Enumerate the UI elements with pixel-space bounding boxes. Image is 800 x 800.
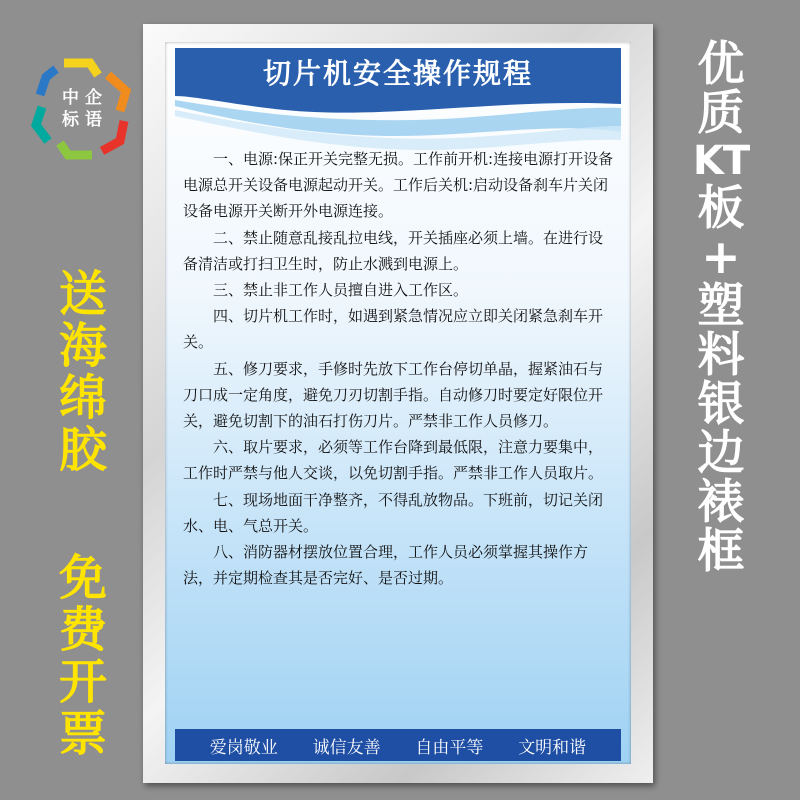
footer-slogan: 文明和谐 (518, 737, 587, 758)
left-slogan-sponge (48, 268, 118, 476)
slogan-char: 裱 (697, 475, 745, 530)
rule-paragraph: 三、禁止非工作人员擅自进入工作区。 (213, 281, 469, 300)
footer-slogan: 自由平等 (415, 737, 484, 758)
poster-board (165, 42, 631, 764)
slogan-char: + (701, 230, 741, 285)
slogan-char: 免 (58, 550, 107, 606)
slogan-char: 板 (697, 181, 745, 236)
rule-paragraph: 八、消防器材摆放位置合理，工作人员必须掌握其操作方法，并定期检查其是否完好、是否过期。 (183, 543, 589, 588)
slogan-char: KT (692, 138, 750, 184)
rule-paragraph: 七、现场地面干净整齐，不得乱放物品。下班前，切记关闭水、电、气总开关。 (183, 490, 604, 535)
poster-frame (143, 24, 653, 783)
footer-slogan: 爱岗敬业 (209, 737, 278, 758)
left-slogan-invoice (48, 552, 118, 760)
poster-title: 切片机安全操作规程 (262, 57, 533, 90)
footer-slogan: 诚信友善 (312, 737, 381, 758)
slogan-char: 开 (58, 654, 107, 710)
slogan-char: 质 (697, 86, 745, 141)
slogan-char: 海 (58, 318, 107, 374)
slogan-char: 料 (697, 328, 745, 383)
logo-text (28, 55, 136, 163)
logo-text-line1: 中企 (62, 88, 108, 108)
rule-paragraph: 四、切片机工作时，如遇到紧急情况应立即关闭紧急刹车开关。 (183, 307, 604, 352)
slogan-char: 框 (697, 524, 745, 579)
slogan-char: 银 (697, 377, 745, 432)
slogan-char: 塑 (697, 279, 745, 334)
slogan-char: 边 (697, 426, 745, 481)
rule-paragraph: 二、禁止随意乱接乱拉电线，开关插座必须上墙。在进行设备清洁或打扫卫生时，防止水溅到电源上。 (183, 228, 604, 273)
right-slogan (678, 37, 764, 579)
poster-footer-bar (175, 729, 621, 761)
rule-paragraph: 一、电源:保正开关完整无损。工作前开机:连接电源打开设备电源总开关设备电源起动开关。工作后关机:启动设备刹车片关闭设备电源开关断开外电源连接。 (183, 150, 614, 221)
slogan-char: 优 (697, 37, 745, 92)
slogan-char: 送 (58, 266, 107, 322)
rule-paragraph: 六、取片要求，必须等工作台降到最低限，注意力要集中，工作时严禁与他人交谈，以免切割手指。严禁非工作人员取片。 (183, 438, 604, 483)
slogan-char: 费 (58, 602, 107, 658)
poster-rules (183, 146, 615, 591)
slogan-char: 绵 (58, 370, 107, 426)
slogan-char: 票 (58, 706, 107, 762)
rule-paragraph: 五、修刀要求，手修时先放下工作台停切单晶，握紧油石与刀口成一定角度，避免刀刃切割手指。自动修刀时要定好限位开关，避免切割下的油石打伤刀片。严禁非工作人员修刀。 (183, 359, 604, 431)
logo-text-line2: 标语 (62, 110, 108, 130)
brand-logo (28, 55, 136, 163)
slogan-char: 胶 (58, 422, 107, 478)
